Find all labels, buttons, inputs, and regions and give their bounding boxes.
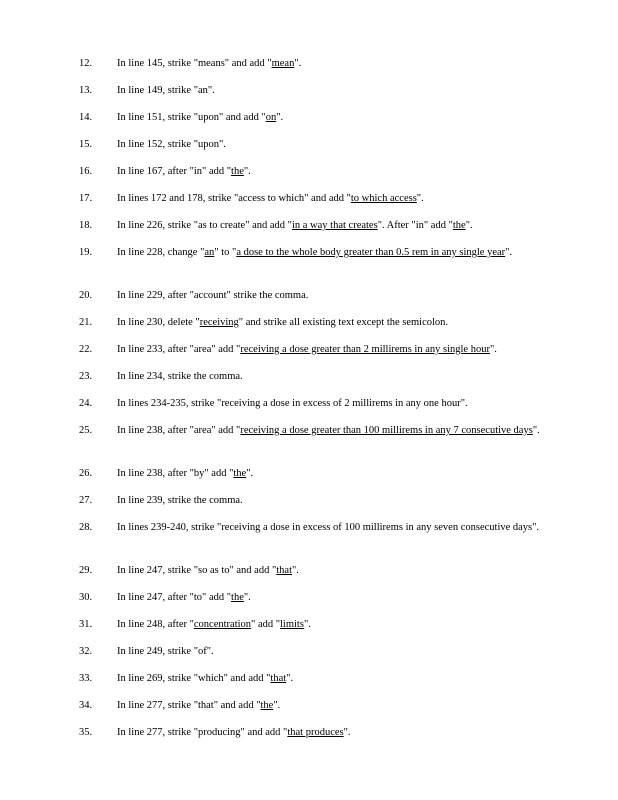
- instruction-text: ".: [286, 673, 294, 684]
- item-number: 35.: [79, 727, 93, 738]
- instruction-text: In line 269, strike "which" and add ": [117, 673, 271, 684]
- instruction-text: ".: [294, 58, 302, 69]
- inserted-text: the: [260, 700, 274, 711]
- instruction-text: ".: [243, 592, 251, 603]
- instruction-text: " add ": [251, 619, 281, 630]
- item-text: [117, 315, 542, 330]
- inserted-text: the: [452, 220, 466, 231]
- item-number: 15.: [79, 139, 93, 150]
- inserted-text: the: [233, 468, 247, 479]
- instruction-text: In line 249, strike "of".: [117, 646, 214, 657]
- instruction-text: In line 277, strike "producing" and add ": [117, 727, 288, 738]
- item-text: [117, 83, 542, 98]
- instruction-text: In line 228, change ": [117, 247, 205, 258]
- item-number: 29.: [79, 565, 93, 576]
- inserted-text: an: [204, 247, 215, 258]
- instruction-text: ".: [532, 425, 540, 436]
- item-text: [117, 617, 542, 632]
- instruction-text: ".: [416, 193, 424, 204]
- instruction-text: In line 149, strike "an".: [117, 85, 215, 96]
- item-number: 19.: [79, 247, 93, 258]
- item-number: 33.: [79, 673, 93, 684]
- instruction-text: " and strike all existing text except the semicolon.: [238, 317, 449, 328]
- instruction-text: In line 233, after "area" add ": [117, 344, 241, 355]
- item-number: 30.: [79, 592, 93, 603]
- instruction-text: In lines 239-240, strike "receiving a dose in excess of 100 millirems in any seven consecutive days".: [117, 522, 540, 533]
- inserted-text: receiving a dose greater than 2 millirems in any single hour: [240, 344, 490, 355]
- instruction-text: ". After "in" add ": [377, 220, 453, 231]
- item-text: [117, 644, 542, 659]
- item-text: [117, 423, 542, 438]
- item-number: 23.: [79, 371, 93, 382]
- item-text: [117, 110, 542, 125]
- item-number: 31.: [79, 619, 93, 630]
- item-number: 32.: [79, 646, 93, 657]
- instruction-text: ".: [505, 247, 513, 258]
- instruction-text: In line 230, delete ": [117, 317, 200, 328]
- item-text: [117, 191, 542, 206]
- instruction-text: In line 229, after "account" strike the comma.: [117, 290, 309, 301]
- inserted-text: that produces: [287, 727, 344, 738]
- item-text: [117, 590, 542, 605]
- inserted-text: on: [265, 112, 277, 123]
- instruction-text: In line 167, after "in" add ": [117, 166, 232, 177]
- item-text: [117, 725, 542, 740]
- instruction-text: In line 234, strike the comma.: [117, 371, 243, 382]
- item-number: 24.: [79, 398, 93, 409]
- item-number: 14.: [79, 112, 93, 123]
- item-number: 12.: [79, 58, 93, 69]
- inserted-text: that: [270, 673, 287, 684]
- instruction-text: ".: [489, 344, 497, 355]
- item-text: [117, 288, 542, 303]
- instruction-text: ".: [465, 220, 473, 231]
- instruction-text: ".: [246, 468, 254, 479]
- item-text: [117, 698, 542, 713]
- item-number: 20.: [79, 290, 93, 301]
- inserted-text: to which access: [350, 193, 417, 204]
- inserted-text: the: [231, 592, 244, 603]
- inserted-text: concentration: [193, 619, 252, 630]
- inserted-text: limits: [280, 619, 304, 630]
- item-number: 28.: [79, 522, 93, 533]
- item-text: [117, 520, 542, 535]
- instruction-text: In lines 234-235, strike "receiving a dose in excess of 2 millirems in any one hour".: [117, 398, 468, 409]
- item-number: 13.: [79, 85, 93, 96]
- item-text: [117, 563, 542, 578]
- item-text: [117, 56, 542, 71]
- instruction-text: In lines 172 and 178, strike "access to which" and add ": [117, 193, 351, 204]
- instruction-text: In line 152, strike "upon".: [117, 139, 226, 150]
- item-text: [117, 218, 542, 233]
- item-number: 16.: [79, 166, 93, 177]
- instruction-text: In line 239, strike the comma.: [117, 495, 243, 506]
- instruction-text: ".: [343, 727, 351, 738]
- item-text: [117, 342, 542, 357]
- inserted-text: receiving: [199, 317, 239, 328]
- instruction-text: ".: [292, 565, 299, 576]
- item-text: [117, 137, 542, 152]
- item-text: [117, 164, 542, 179]
- item-number: 25.: [79, 425, 93, 436]
- inserted-text: the: [231, 166, 244, 177]
- item-text: [117, 671, 542, 686]
- item-number: 21.: [79, 317, 93, 328]
- item-text: [117, 396, 542, 411]
- instruction-text: ".: [273, 700, 281, 711]
- inserted-text: receiving a dose greater than 100 millirems in any 7 consecutive days: [240, 425, 533, 436]
- inserted-text: in a way that creates: [291, 220, 378, 231]
- inserted-text: that: [276, 565, 292, 576]
- item-number: 17.: [79, 193, 93, 204]
- instruction-text: In line 145, strike "means" and add ": [117, 58, 272, 69]
- instruction-text: " to ": [214, 247, 237, 258]
- instruction-text: In line 151, strike "upon" and add ": [117, 112, 266, 123]
- item-number: 26.: [79, 468, 93, 479]
- instruction-text: In line 248, after ": [117, 619, 194, 630]
- instruction-text: ".: [303, 619, 311, 630]
- instruction-text: ".: [276, 112, 284, 123]
- item-text: [117, 466, 542, 481]
- item-text: [117, 369, 542, 384]
- instruction-text: In line 247, after "to" add ": [117, 592, 232, 603]
- item-number: 27.: [79, 495, 93, 506]
- instruction-text: ".: [243, 166, 251, 177]
- instruction-text: In line 238, after "area" add ": [117, 425, 241, 436]
- item-number: 34.: [79, 700, 93, 711]
- inserted-text: mean: [271, 58, 295, 69]
- instruction-text: In line 247, strike "so as to" and add ": [117, 565, 277, 576]
- instruction-text: In line 226, strike "as to create" and add ": [117, 220, 292, 231]
- item-number: 22.: [79, 344, 93, 355]
- item-text: [117, 493, 542, 508]
- inserted-text: a dose to the whole body greater than 0.5 rem in any single year: [236, 247, 506, 258]
- instruction-text: In line 277, strike "that" and add ": [117, 700, 261, 711]
- item-number: 18.: [79, 220, 93, 231]
- instruction-text: In line 238, after "by" add ": [117, 468, 234, 479]
- item-text: [117, 245, 542, 260]
